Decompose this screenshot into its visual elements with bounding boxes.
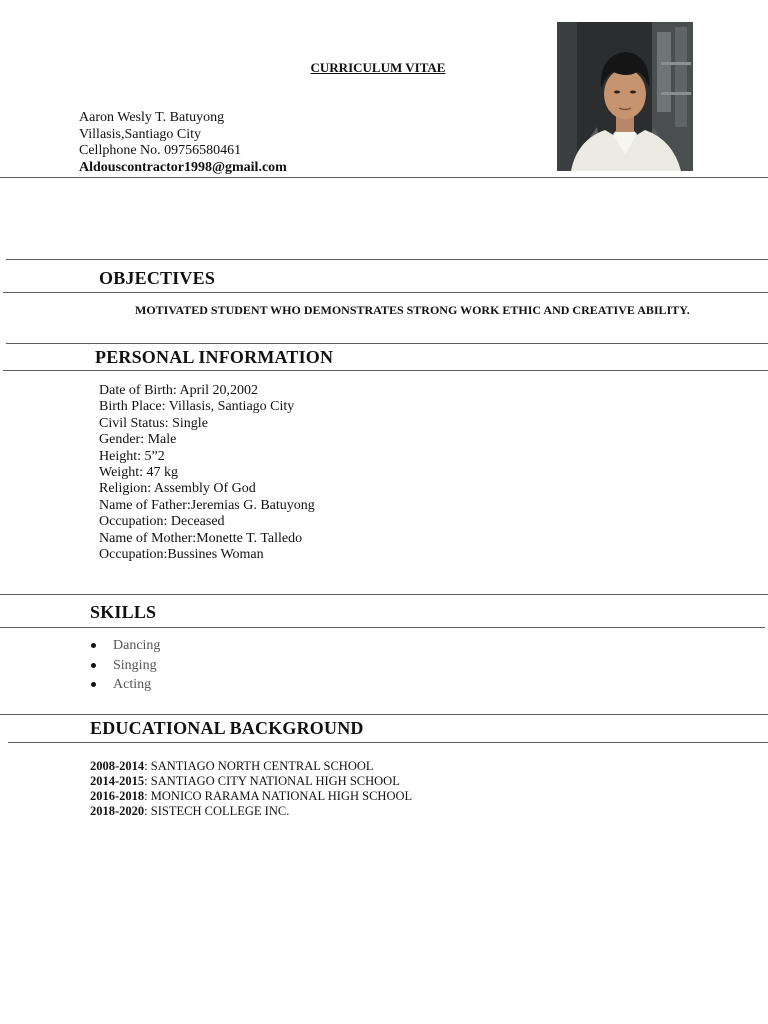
separator: : [144,789,151,803]
personal-bottom-rule [3,370,768,371]
header-divider [0,177,768,178]
education-school: SANTIAGO CITY NATIONAL HIGH SCHOOL [150,774,400,788]
education-school: MONICO RARAMA NATIONAL HIGH SCHOOL [150,789,413,803]
profile-photo [557,22,693,171]
personal-line: Civil Status: Single [99,415,208,431]
education-top-rule [0,714,768,715]
objectives-bottom-rule [3,292,768,293]
personal-line: Height: 5”2 [99,448,165,464]
education-heading: EDUCATIONAL BACKGROUND [90,718,364,738]
personal-line: Date of Birth: April 20,2002 [99,383,259,398]
bullet-icon [91,663,96,668]
education-years: 2014-2015 [90,774,145,788]
contact-block [79,110,287,176]
personal-line: Gender: Male [99,432,177,448]
personal-line: Name of Father:Jeremias G. Batuyong [99,497,315,513]
separator: : [144,759,151,773]
document-title: CURRICULUM VITAE [310,60,446,75]
skill-label: Dancing [113,638,161,653]
personal-info-list [99,383,315,563]
education-years: 2016-2018 [90,789,145,803]
list-item [90,804,412,819]
profile-photo-image [557,22,693,171]
personal-heading: PERSONAL INFORMATION [95,347,334,367]
separator: : [144,774,151,788]
personal-top-rule [6,343,768,344]
skills-heading: SKILLS [90,602,157,622]
skills-list [88,636,160,695]
separator: : [144,804,151,818]
candidate-email: Aldouscontractor1998@gmail.com [79,159,287,175]
bullet-icon [91,682,96,687]
skills-bottom-rule [0,627,765,628]
personal-line: Birth Place: Villasis, Santiago City [99,399,295,415]
candidate-name: Aaron Wesly T. Batuyong [79,110,225,125]
list-item [90,774,412,789]
education-bottom-rule [8,742,768,743]
list-item [90,759,412,774]
objectives-text: MOTIVATED STUDENT WHO DEMONSTRATES STRONG WORK ETHIC AND CREATIVE ABILITY. [135,303,690,317]
personal-line: Religion: Assembly Of God [99,481,256,497]
candidate-address: Villasis,Santiago City [79,126,202,142]
list-item [88,675,160,695]
skills-top-rule [0,594,768,595]
list-item [88,636,160,656]
personal-line: Occupation:Bussines Woman [99,547,264,563]
education-years: 2008-2014 [90,759,145,773]
candidate-phone: Cellphone No. 09756580461 [79,143,242,158]
education-school: SISTECH COLLEGE INC. [150,804,290,818]
objectives-heading: OBJECTIVES [99,268,216,288]
bullet-icon [91,643,96,648]
objectives-top-rule [6,259,768,260]
list-item [88,656,160,676]
personal-line: Name of Mother:Monette T. Talledo [99,530,303,546]
education-school: SANTIAGO NORTH CENTRAL SCHOOL [150,759,374,773]
personal-line: Occupation: Deceased [99,514,225,530]
education-list [90,759,412,819]
skill-label: Singing [113,657,157,673]
education-years: 2018-2020 [90,804,145,818]
personal-line: Weight: 47 kg [99,465,178,481]
skill-label: Acting [113,677,152,692]
list-item [90,789,412,804]
